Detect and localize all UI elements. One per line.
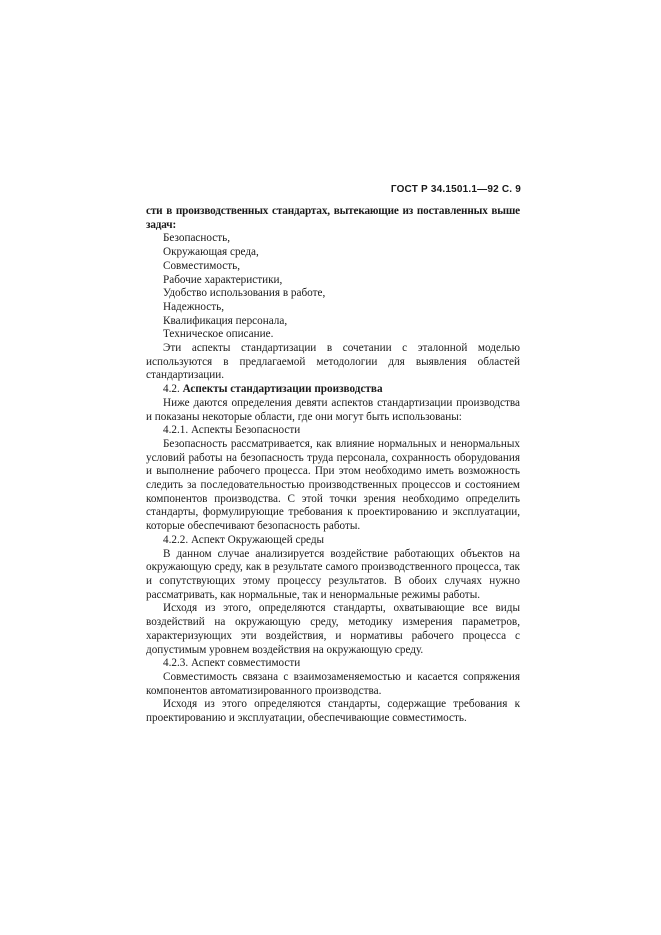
task-item: Окружающая среда, — [163, 246, 259, 259]
section-4-2-heading — [146, 383, 520, 397]
task-item: Техническое описание. — [163, 328, 274, 341]
section-4-2-1-text: Безопасность рассматривается, как влияние нормальных и ненормальных условий работы на безопасность труда персонала, сохранность оборудования и выполнение рабочего процесса. При этом необходимо иметь возможность следить за последовательностью производственных процессов и состоянием компонентов производства. С этой точки зрения необходимо определить стандарты, формулирующие требования к проектированию и эксплуатации, которые обеспечивают безопасность работы. — [146, 437, 520, 533]
page-running-header: ГОСТ Р 34.1501.1—92 С. 9 — [390, 184, 521, 195]
section-4-2-3-text-1: Совместимость связана с взаимозаменяемостью и касается сопряжения компонентов автоматизированного производства. — [146, 670, 520, 697]
task-item: Надежность, — [163, 300, 225, 313]
task-item: Безопасность, — [163, 232, 231, 245]
section-4-2-intro: Ниже даются определения девяти аспектов стандартизации производства и показаны некоторые области, где они могут быть использованы: — [146, 396, 520, 423]
task-item: Квалификация персонала, — [163, 314, 288, 327]
section-4-2-number: 4.2. — [163, 383, 180, 396]
task-item: Удобство использования в работе, — [163, 287, 326, 300]
task-item: Совместимость, — [163, 259, 241, 272]
intro-continuation: сти в производственных стандартах, вытекающие из поставленных выше задач: — [146, 205, 520, 231]
section-4-2-3-heading: 4.2.3. Аспект совместимости — [163, 657, 301, 670]
task-item: Рабочие характеристики, — [163, 273, 283, 286]
section-4-2-1-heading: 4.2.1. Аспекты Безопасности — [163, 424, 301, 437]
section-4-2-2-text-2: Исходя из этого, определяются стандарты, охватывающие все виды воздействий на окружающую среду, методику измерения параметров, характеризующих эти воздействия, и нормативы рабочего процесса с допустимым уровнем воздействия на окружающую среду. — [146, 602, 520, 656]
task-list — [146, 232, 520, 342]
aspects-note-paragraph: Эти аспекты стандартизации в сочетании с эталонной моделью используются в предлагаемой методологии для выявления областей стандартизации. — [146, 342, 520, 382]
section-4-2-title: Аспекты стандартизации производства — [182, 383, 383, 396]
document-body — [146, 205, 520, 726]
section-4-2-2-text-1: В данном случае анализируется воздействие работающих объектов на окружающую среду, как в результате самого производственного процесса, так и сопутствующих этому процессу результатов. В обоих случаях нужно рассматривать, как нормальные, так и ненормальные режимы работы. — [146, 547, 520, 601]
section-4-2-3-text-2: Исходя из этого определяются стандарты, содержащие требования к проектированию и эксплуатации, обеспечивающие совместимость. — [146, 698, 520, 725]
section-4-2-2-heading: 4.2.2. Аспект Окружающей среды — [163, 533, 325, 546]
